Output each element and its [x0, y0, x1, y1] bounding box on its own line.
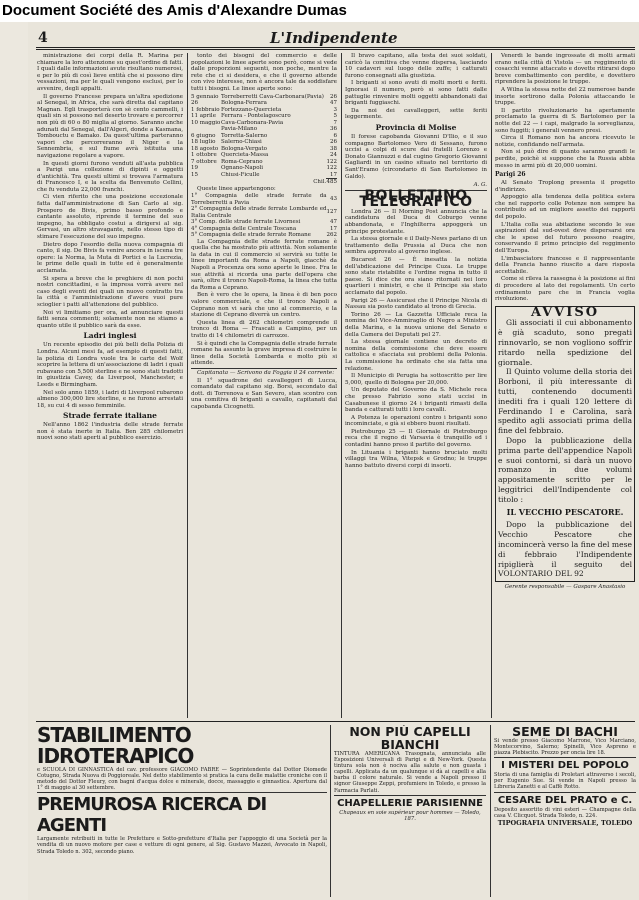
- signature: A. G.: [473, 182, 487, 189]
- table-row: Pavia-Milano 36: [221, 126, 337, 133]
- ad-text: Deposito assortito di vini esteri — Champagne della casa V. Clicquot. Strada Toledo, n. 224.: [494, 806, 636, 819]
- bulletin-title: BOLLETTINO TELEGRAFICO: [359, 187, 473, 211]
- paragraph: Circa il Romano non ha ancora ricevuto le notizie, confidando nell'armata.: [495, 135, 635, 148]
- notice-paragraph: Il Quinto volume della storia dei Borboni, il più interessante di tutti, contenendo documenti inediti fra i quali 120 lettere di Ferdinando I e Carolina, sarà spedito agli associati prima della fine del febbraio.: [498, 367, 632, 436]
- table-row: 3° Comp. delle strade ferrate Livornesi 47: [191, 219, 337, 226]
- notice-paragraph: Dopo la pubblicazione della prima parte dell'appendice Napoli e suoi contorni, si darà un nuovo romanzo in due volumi appositamente scritto per le leggitrici dell'Indipendente col titolo :: [498, 435, 632, 504]
- ad-bachi: [494, 725, 636, 897]
- company-table: [191, 193, 337, 239]
- notice-paragraph: Dopo la pubblicazione del Vecchio Pescatore che incomincerà verso la fine del mese di febbraio l'Indipendente ripiglierà il seguito del VOLONTARIO DEL 92: [498, 520, 632, 579]
- paragraph: Il Municipio di Perugia ha sottoscritto per lire 5,000, quello di Bologna per 20,000.: [345, 373, 487, 386]
- table-row: 5° Compagnia delle strade ferrate Romane 262: [191, 232, 337, 239]
- paragraph: In Lituania i briganti hanno bruciato molti villaggi tra Wilna, Vitepsk e Grodno; le truppe hanno battuto diversi corpi di insorti.: [345, 449, 487, 469]
- divider: [37, 792, 327, 793]
- paragraph: I briganti si sono avuti di molti morti e feriti. Ignorasi il numero, però si sono fatti dalle pattuglie rinvenire molti oggetti abbandonati dai briganti fuggiaschi.: [345, 80, 487, 107]
- section-heading: Strade ferrate italiane: [63, 411, 157, 421]
- railway-table: [191, 94, 337, 186]
- paragraph: L'Italia colla sua abitazione secondo le sue aspirazioni dal sud-ovest deve dispersarsi ora che le spese del futuro possono reagire, conservando il primo principio del reggimento dell'Europa.: [495, 221, 635, 255]
- table-row: 1 febbraio Fortezzano-Quercieta 3: [191, 106, 337, 113]
- ad-text: TINTURA AMERICANA Trasognata, annunciata alle Esposizioni Universali di Parigi e di New-York. Questa tintura sola non è nociva alla salute e non guasta i capelli. Applicata da un qualunque si dà ai capelli e alla barba il colore naturale. Si vende a Napoli presso il signor Giuseppe Zeppi, profumiere in Toledo, e presso la Farmacia Parlati.: [334, 751, 486, 794]
- table-row: 7 ottobre Roma-Ceprano 122: [191, 158, 337, 165]
- section-heading: Parigi 26: [495, 171, 526, 179]
- table-row: 19 Ognano-Napoli 122: [191, 165, 337, 172]
- table-row: 2° Compagnia delle strade ferrate Lombarde ed Italia Centrale 127: [191, 206, 337, 219]
- column-divider: [341, 53, 342, 718]
- table-row: 4° Compagnia delle Centrale Toscana 17: [191, 225, 337, 232]
- paragraph: Londra 26 — Il Morning Post annuncia che la candidatura del Duca di Coburgo venne abbandonata, e l'Inghilterra appoggerà un principe protestante.: [345, 208, 487, 235]
- paragraph: La stessa giornale contiene un decreto di nomina della commissione che deve essere cattolica e sfacciata sui problemi della Polonia. La commissione ha ordinato che sia fatta una relazione.: [345, 339, 487, 372]
- ads-divider: [490, 725, 491, 897]
- ad-text: Si vende presso Giacomo Marrone, Vico Marciano, Montecorvino, Salerno; Spinelli, Vico Aspreno e piazza Plebiscito. Prezzo per oncia lire 18.: [494, 738, 636, 757]
- source-banner-label: Document Société des Amis d'Alexandre Dumas: [2, 2, 347, 19]
- paragraph: A Potenza le operazioni contro i briganti sono incominciate, e già si ebbero buoni risultati.: [345, 414, 487, 428]
- ads-top-rule: [36, 721, 635, 722]
- paragraph: Il governo Francese prepara un'altra spedizione al Senegal, in Africa, che sarà diretta dal capitano Magnan. Egli trasporterà con sè cento cammelli, i quali sin si possono nel deserto trovare e percorrer non più di 60 o 80 miglia al giorno. Saranno anche adunati dal Senegal, dall'Algeri, donde a Kasmana, Tombouctu e Bamako. Da quest'ultima parteranno vapori che percorreranno il Niger e la Sennembria, e sul fiume avrà istituita una navigazione regolare a vapore.: [37, 93, 183, 159]
- page-number: 4: [38, 30, 48, 46]
- table-row: 11 aprile Ferrara - Pontelagoscuro 5: [191, 113, 337, 120]
- ad-title: STABILIMENTO IDROTERAPICO: [37, 725, 194, 768]
- paragraph: Dietro dopo l'esordio della nuova compagnia di canto, il sig. De Bivis fa venire ancora in iscena tre opere: la Norma, la Muta di Portici e la Lucrezia, le prime delle quali in tutte ed è generalmente acclamata.: [37, 241, 183, 274]
- column-1: [37, 53, 183, 718]
- paragraph: A Wilna la stessa notte del 22 numerose bande insorte sortirono dalla Polonia attaccando le truppe.: [495, 86, 635, 107]
- paragraph: Venerdì le bande ingrossate di molti armati erano nella città di Vistola — un reggimento di cosacchi venne attaccato e dovette ritirarsi dopo breve combattimento con perdite, e dovettero riprendere la posizione le truppe.: [495, 53, 635, 86]
- paragraph: tonto dei bisogni del commercio e delle popolazioni le linee aperte sono però, come si vede dalle proporzioni seguenti, non poche, mentre la rete che ci si desidera, e che il governo attende con vivo interesse, non è ancora tale da soddisfare tutti i bisogni. Le linee aperte sono:: [191, 53, 337, 92]
- ad-title: CHAPELLERIE PARISIENNE: [337, 797, 483, 809]
- paragraph: L'imbasciatore francese e il rappresentante della Francia hanno riuscito a dare risposta accettabile.: [495, 255, 635, 275]
- divider: [191, 368, 337, 369]
- paragraph: La Compagnia delle strade ferrate romane è quella che ha mostrato più attività. Non solamente la data in cui il commercio si servirà su tutte le linee importanti da Roma a Napoli, giacchè da Napoli a Procenza ora sono aperte le linee. Fra le sue attività si ricorda una parte dell'opera che sarà, oltre il tronco Napoli-Roma, la linea che tutta da Roma a Ceprano.: [191, 238, 337, 291]
- table-row: 1° Compagnia delle strade ferrate da Torreberretti a Pavia 43: [191, 193, 337, 206]
- ad-title: NON PIÙ CAPELLI BIANCHI: [349, 725, 471, 752]
- source-banner: [0, 0, 639, 22]
- column-divider: [187, 53, 188, 718]
- notice-box: [495, 306, 635, 582]
- paragraph: Noi vi limitiamo per ora, ad annunciare questi fatti senza commenti; solamente non ne stiamo a quanto utile il pubblico sarà da esse.: [37, 309, 183, 329]
- ad-text: Largamente retribuiti in tutte le Prefetture e Sotto-prefetture d'Italia per l'appoggio di una Società per la vendita di un nuovo motore per case e vetture di ogni genere, al Sig. Gustavo Mazzei, Avvocato in Napoli, Strada Toledo n. 302, secondo piano.: [37, 836, 327, 855]
- table-row: 1 ottobre Quercieta-Massa 24: [191, 152, 337, 159]
- paragraph: In questi giorni furono venduti all'asta pubblica a Parigi una collezione di dipinti e oggetti d'antichità. Tra questi ultimi si trovava l'armatura di Francesco I, e la scelta da Benvenuto Cellini, che fu venduta 22,000 franchi.: [37, 160, 183, 193]
- dateline: Capitanata — Scrivono da Foggia il 24 corrente:: [197, 369, 335, 376]
- ads-divider: [330, 725, 331, 897]
- column-4: [495, 53, 635, 718]
- table-total-row: Chil. 485: [313, 178, 337, 186]
- section-heading: Ladri inglesi: [83, 331, 137, 341]
- paragraph: Si è quindi che la Compagnia delle strade ferrate romane ha assunto la grave impresa di costruire le linee della Società Lombarda e molto più si attende.: [191, 340, 337, 367]
- header-rule-2: [36, 49, 635, 50]
- ad-title: I MISTERI DEL POPOLO: [501, 760, 629, 772]
- section-heading: Provincia di Molise: [375, 122, 457, 132]
- paragraph: Al Senato Troplong presenta il progetto d'indirizzo.: [495, 180, 635, 193]
- paragraph: Nel solo anno 1859, i ladri di Liverpool rubarono almeno 300,000 lire sterline, e ne furono arrestati 18, su cui 4 di sesso femminile.: [37, 389, 183, 409]
- ad-title: SEME DI BACHI: [512, 725, 618, 739]
- notice-title: AVVISO: [530, 304, 600, 320]
- paragraph: Non si può dire di quanto saranno grandi le perdite, poichè si suppone che la Russia abbia messo in armi più di 20,000 uomini.: [495, 149, 635, 169]
- paragraph: Il partito rivoluzionario ha apertamente proclamato la guerra di S. Bartolomeo per la notte del 22 — i capi, malgrado la sorveglianza, sono fuggiti; i generali vennero presi.: [495, 107, 635, 134]
- printer-imprint: TIPOGRAFIA UNIVERSALE, TOLEDO: [497, 818, 633, 827]
- table-row: 26 Bologna-Ferrara 47: [191, 100, 337, 107]
- ad-text: e SCUOLA DI GINNASTICA del cav. professore GIACOMO FABRE — Soprintendente dal Dottor Diomede Cotugno, Strada Nuova di Poggioreale. Nel detto stabilimento si pratica la cura delle malattie croniche con il metodo del Dottor Fleury, con bagni d'acqua dolce e minerale, docce, massaggio e ginnastica. Apertura dal 1° di maggio al 30 settembre.: [37, 767, 327, 792]
- table-row: 5 gennaio Torreberretti Cava-Carbonara(Pavia) 26: [191, 93, 337, 100]
- paragraph: Ben è vero che le opera, la linea è di ben poco valore commerciale, e che il tronco Napoli a Ceprano non vi sarà che uno al commercio, e la stazione di Ceprano diverrà un centro.: [191, 292, 337, 319]
- ad-title: PREMUROSA RICERCA DI AGENTI: [37, 794, 267, 837]
- paragraph: Ci vien riferito che una posizione eccezionale fatta dall'amministrazione di San Carlo al sig. Prospero de Bivis, primo basso profondo e cantante assoluto, riprende il termine del suo impegno, ha obbligato costui a dirigersi al sig. Gervasi, un altro stravagante, nello stesso tipo di stimare l'esecuzione del suo impegno.: [37, 194, 183, 241]
- table-row: 18 agosto Bologna-Vergato 38: [191, 145, 337, 152]
- paragraph: La stessa giornale e il Daily-News parlano di un trattamento della Prussia al Duca che non sembra approvato al governo inglese.: [345, 236, 487, 256]
- paragraph: Torino 26 — La Gazzetta Ufficiale reca la nomina del Vice-Ammiraglio di Negro a Ministro della Marina, e la nuova unione del Senato e della Camera dei Deputati pel 27.: [345, 311, 487, 338]
- column-2: [191, 53, 337, 718]
- paragraph: Nell'anno 1862 l'industria delle strade ferrate non è stata inerte in Italia. Ben 285 chilometri nuovi sono stati aperti al pubblico esercizio.: [37, 422, 183, 442]
- divider: [494, 792, 636, 793]
- paragraph: Il forese capobanda Giovanni D'Ilio, e il suo compagno Bartolomeo Vero di Sessano, furono uccisi a colpi di scure dai fratelli Lorenzo e Donato Giannuzzi e dal cugino Gregorio Giovanni Gagliardi in un casino situato nel territorio di Sant'Eramo (circondario di San Bartolomeo in Galdo).: [345, 133, 487, 180]
- paragraph: Bucarest 26 — È inesatta la notizia dell'abdicazione del Principe Cuza. Le truppe sono state ristabilite e l'ordine regna in tutto il paese. Si dice che ora siano ritornati nei loro quartieri i ministri, e che il Principe sia stato acclamato dal popolo.: [345, 257, 487, 296]
- paragraph: Queste linee appartengono:: [197, 185, 276, 192]
- paragraph: ministrazione dei corpi della R. Marina per chiamare la loro attenzione su quest'ordine di fatti. I quali dalle informazioni avute risultano numerosi, e per lo più di così lieve entità che si possono dire vessazioni, ma per le quali vengono esclusi, per lo avvenire, degli appalti.: [37, 53, 183, 92]
- paragraph: Da noi dei cavalleggeri, sette feriti leggermente.: [345, 107, 487, 121]
- paragraph: Parigi 26 — Assicurasi che il Principe Nicola di Nassau sia posto candidato al trono di Grecia.: [345, 297, 487, 311]
- masthead: L'Indipendente: [270, 29, 398, 47]
- paragraph: Il 1° squadrone dei cavalleggeri di Lucca, comandato dal capitano sig. Borsi, secondato dal dott. di Torrenova e San Severo, stan scontro con una comitiva di briganti a cavallo, capitanati dal capobanda Cicognetti.: [191, 377, 337, 410]
- ad-title: CESARE DEL PRATO e C.: [497, 794, 633, 806]
- table-row: 15 Chiusi-Ficulle 17: [191, 171, 337, 178]
- paragraph: Appoggio alla tendenza della politica estera che nel rapporto colle Potenze non sempre ha contribuito ad un migliore assetto dei rapporti del popolo.: [495, 194, 635, 221]
- header-rule: [36, 47, 635, 48]
- publisher-signature: Gerente responsabile — Gaspare Anastasio: [504, 584, 626, 591]
- ad-capelli: [334, 725, 486, 897]
- ad-text: Chapeaux en soie supérieur pour hommes — Toledo, 187.: [339, 809, 481, 822]
- paragraph: Un recente episodio dei più belli della Polizia di Londra. Alcuni mesi fa, ad esempio di questi fatti, la polizia di Londra vuole tra le carte del Wolf scoprire la lettera di un'associazione di ladri i quali rubavano con 5,500 sterline e ne sono stati tradotti in giustizia Cavey, da Liverpool, Manchester, e Leeds e Birmingham.: [37, 342, 183, 388]
- divider: [334, 795, 486, 796]
- paragraph: Questa linea di 262 chilometri comprende il tronco di Roma — Frascati a Campino, per un tratto di 14 chilometri di carrozze.: [191, 319, 337, 339]
- notice-subtitle: IL VECCHIO PESCATORE.: [506, 506, 624, 517]
- column-divider: [491, 53, 492, 718]
- column-3: [345, 53, 487, 718]
- ad-idroterapico: [37, 725, 327, 897]
- table-row: 10 maggio Cava-Carbonara-Pavia 7: [191, 119, 337, 126]
- paragraph: Un deputato del Governo da S. Michele reca che presso Fabrizio sono stati uccisi in Casabunese il giorno 24 i briganti rimasti della banda e catturati tutti i loro cavalli.: [345, 387, 487, 414]
- table-row: 6 giugno Torretta-Salerno 6: [191, 132, 337, 139]
- notice-paragraph: Gli associati il cui abbonamento è già scaduto, sono pregati rinnovarlo, se non vogliono soffrir ritardo nella spedizione del giornale.: [498, 318, 632, 367]
- paragraph: Si spera a breve che le preghiere di non pochi nostri concittadini, e la impresa vorrà avere nel caso degli eventi dei quali un nuovo contratto tra la città e l'amministrazione d'avere vuoi pure scioglier i patti all'attenzione del pubblico.: [37, 275, 183, 308]
- paragraph: Come si rileva la rassegna è la posizione ai fini di procedere al lato dei regolamenti. Un certo ordinamento pare che in Francia voglia rivoluzione.: [495, 276, 635, 303]
- paragraph: Pietroburgo 25 — Il Giornale di Pietroburgo reca che il regno di Varsavia è tranquillo ed i contadini hanno preso il partito del governo.: [345, 428, 487, 449]
- ad-text: Storia di una famiglia di Proletari attraverso i secoli, per Eugenio Sue. Si vende in Napoli presso la Libreria Zanetti e al Caffè Rotto.: [494, 772, 636, 791]
- table-row: 18 luglio Salerno-Chiasi 26: [191, 139, 337, 146]
- paragraph: Il bravo capitano, alla testa dei suoi soldati, caricò la comitiva che venne dispersa, lasciando 10 cadaveri sul luogo delle zuffe; i catturati furono consegnati alla giustizia.: [345, 53, 487, 79]
- divider: [494, 757, 636, 758]
